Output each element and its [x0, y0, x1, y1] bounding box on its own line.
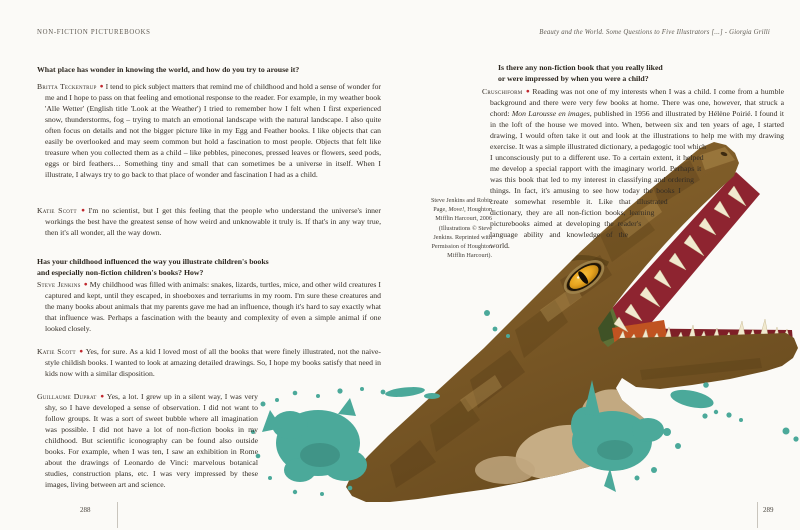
answer-britta — [37, 81, 381, 180]
speaker-bullet: ● — [525, 88, 531, 95]
page-number-right: 289 — [763, 506, 774, 514]
answer-cruschiform — [482, 86, 784, 367]
speaker-name: Guillaume Duprat — [37, 392, 97, 401]
speaker-name: Cruschiform — [482, 87, 523, 96]
illustration-caption — [425, 196, 492, 260]
speaker-bullet: ● — [83, 281, 88, 288]
running-header-left: NON-FICTION PICTUREBOOKS — [37, 29, 151, 36]
speaker-bullet: ● — [79, 207, 87, 214]
answer-text: I tend to pick subject matters that remind me of childhood and hold a sense of wonder for me and I hope to pass on that feeling and emotional response to the reader. For example, in my weather book 'Alle Wetter' (English title 'Look at the Weather') I tried to remember how I felt when I first experienced snow, thunderstorms, fog – trying to match an emotional landscape with the natural landscape. I also quite often focus on details and not the bigger picture like in my Egg and Feather books. I like objects that can easily be overlooked and may seem common but hold a fascination to most people. Objects that felt like treasure when you collected them as a child – like pebbles, pinecones, pressed leaves or flowers, seed pods, eggs or bird feathers… Something tiny and small that can sometimes be a universe in itself. When I illustrate, I always try to go back to that place of wonder and fascination I had as a child. — [45, 82, 381, 179]
answer-guillaume — [37, 391, 258, 490]
speaker-bullet: ● — [78, 348, 84, 355]
speaker-bullet: ● — [99, 83, 104, 90]
speaker-name: Steve Jenkins — [37, 280, 81, 289]
answer-steve — [37, 279, 381, 334]
answer-text: Yes, for sure. As a kid I loved most of all the books that were finely illustrated, not the naive-style childish books. I wanted to look at amazing detailed drawings. So, I hope my books satisfy that need in kids now with a similar disposition. — [45, 347, 381, 378]
right-page — [400, 0, 800, 530]
page-number-left: 288 — [80, 506, 91, 514]
book-title-italic: Mon Larousse en images — [511, 109, 590, 118]
question-2-line1: Has your childhood influenced the way you illustrate children's books — [37, 257, 269, 266]
answer-text: Reading was not one of my interests when I was a child. I come from a humble background and there were very few books at home. There was one, however, that struck a chord: — [490, 87, 784, 118]
answer-text: Yes, a lot. I grew up in a silent way, I was very shy, so I have developed a sense of observation. I did not want to follow groups. It was a sort of sweet bubble where all imagination was possible. I did not have a lot of non-fiction books in my childhood. But scientific iconography can be found also outside books. For example, when I was ten, I saw an exhibition in Rome about the drawings of Leonardo de Vinci: marvelous botanical studies, construction plans, etc. I was very impressed by these images, living between art and science. — [45, 392, 259, 489]
running-header-right: Beauty and the World. Some Questions to Five Illustrators [...] - Giorgia Grilli — [539, 29, 770, 36]
question-2 — [37, 256, 377, 278]
folio-rule-right — [757, 502, 758, 528]
folio-rule-left — [117, 502, 118, 528]
speaker-name: Britta Teckentrup — [37, 82, 97, 91]
answer-katie-2 — [37, 346, 381, 379]
caption-title-italic: Move! — [448, 206, 465, 214]
speaker-name: Katie Scott — [37, 206, 77, 215]
question-2-line2: and especially non-fiction children's books? How? — [37, 268, 204, 277]
caption-text: Steve Jenkins and Robin Page, — [430, 197, 492, 214]
question-right — [498, 62, 778, 84]
answer-text: My childhood was filled with animals: snakes, lizards, turtles, mice, and other wild creatures I captured and kept, until they escaped, in shoeboxes and terrariums in my room. I'm sure these creatures and the many books about animals that my parents gave me had an influence, though it's hard to say exactly what that influence was. Perhaps a fascination with the beauty and complexity of even a simple animal if one looked closely. — [45, 280, 381, 333]
question-right-line1: Is there any non-fiction book that you really liked — [498, 63, 663, 72]
answer-text: I'm no scientist, but I get this feeling that the people who understand the universe's inner workings the best have the greatest sense of how weird and unknowable it truly is. If that's in any way true, then it's all wonder, all the way down. — [45, 206, 381, 237]
question-right-line2: or were impressed by when you were a child? — [498, 74, 649, 83]
question-1: What place has wonder in knowing the world, and how do you try to arouse it? — [37, 65, 300, 74]
speaker-name: Katie Scott — [37, 347, 76, 356]
answer-text: , published in 1956 and illustrated by Hélène Poirié. I found it in the loft of the house we moved into. When, between six and ten years of age, I started drawing, I would often take it out and look at the illustrations to help me with my drawing exercise. It was a simple illustrated dictionary, a pedagogic tool which I unconsciously put to a different use. To a certain extent, it helped me develop a special rapport with the imaginary world. Perhaps it was this book that led to my interest in classifying and ordering things. In fact, it's amusing to see how today the books I create somewhat resemble it. Like that illustrated dictionary, they are all non-fiction books, learning picturebooks aimed at developing the reader's language ability and knowledge of the world. — [490, 109, 784, 250]
speaker-bullet: ● — [99, 393, 105, 400]
caption-text: , Houghton Mifflin Harcourt, 2006 (Illustrations © Steve Jenkins. Reprinted with Permission of Houghton Mifflin Harcourt). — [431, 206, 492, 260]
answer-katie-1 — [37, 205, 381, 238]
